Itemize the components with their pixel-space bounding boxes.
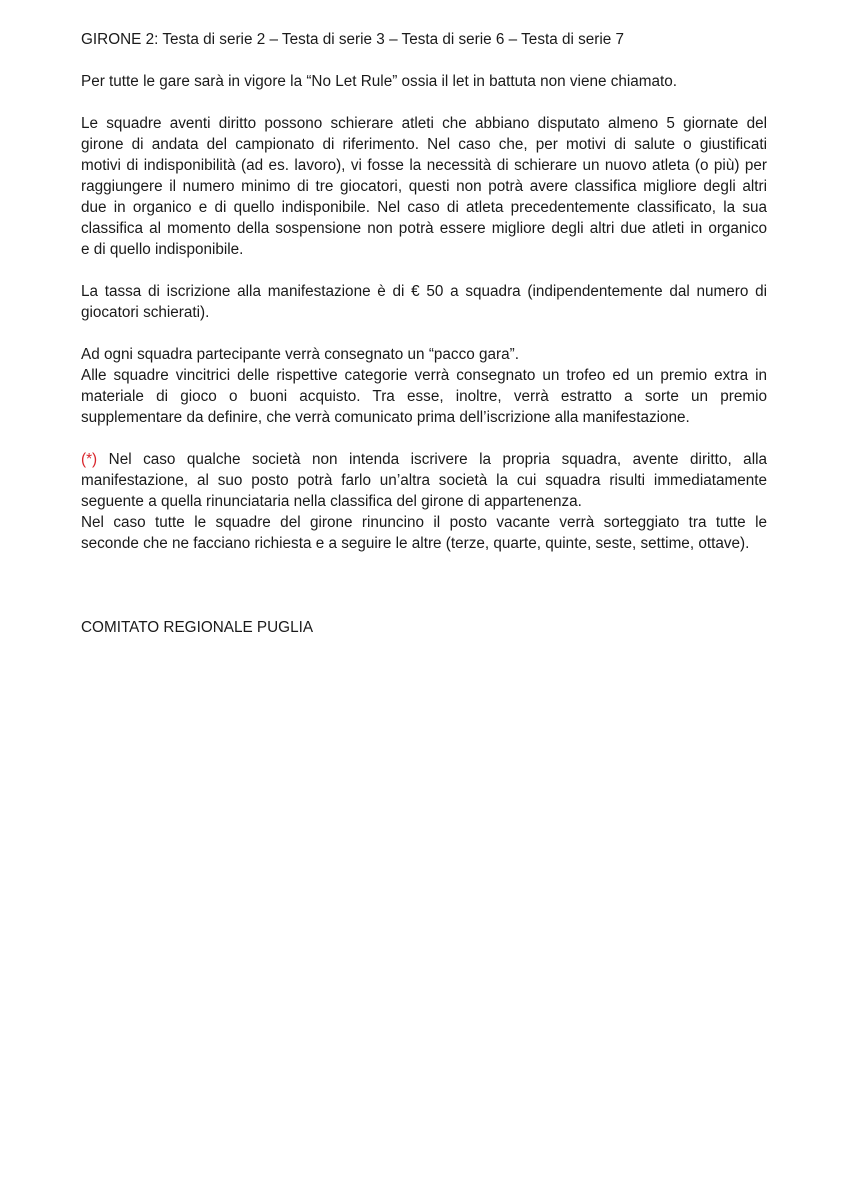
prizes-line: supplementare da definire, che verrà comunicato prima dell’iscrizione alla manifestazione.: [81, 409, 690, 426]
girone-heading: [81, 29, 767, 50]
prizes-line: Alle squadre vincitrici delle rispettive categorie verrà consegnato un trofeo ed un premio extra in: [81, 367, 767, 384]
fee-line: giocatori schierati).: [81, 304, 210, 321]
spacer: [81, 575, 767, 617]
eligibility-paragraph: [81, 113, 767, 260]
eligibility-line: raggiungere il numero minimo di tre giocatori, questi non potrà avere classifica migliore degli altri: [81, 178, 767, 195]
note-line: Nel caso tutte le squadre del girone rinuncino il posto vacante verrà sorteggiato tra tutte le: [81, 514, 767, 531]
note-line: manifestazione, al suo posto potrà farlo un’altra società la cui squadra risulti immediatamente: [81, 472, 767, 489]
prizes-line: Ad ogni squadra partecipante verrà consegnato un “pacco gara”.: [81, 346, 519, 363]
prizes-paragraph: [81, 344, 767, 428]
note-line: seguente a quella rinunciataria nella classifica del girone di appartenenza.: [81, 493, 582, 510]
fee-paragraph: [81, 281, 767, 323]
signature-text: COMITATO REGIONALE PUGLIA: [81, 619, 314, 636]
eligibility-line: girone di andata del campionato di riferimento. Nel caso che, per motivi di salute o giustificati: [81, 136, 767, 153]
note-paragraph: [81, 449, 767, 554]
note-marker: (*): [81, 451, 98, 468]
eligibility-line: motivi di indisponibilità (ad es. lavoro), vi fosse la necessità di schierare un nuovo atleta (o più) per: [81, 157, 767, 174]
note-line: seconde che ne facciano richiesta e a seguire le altre (terze, quarte, quinte, seste, settime, ottave).: [81, 535, 750, 552]
eligibility-line: due in organico e di quello indisponibile. Nel caso di atleta precedentemente classificato, la sua: [81, 199, 767, 216]
no-let-rule-text: Per tutte le gare sarà in vigore la “No Let Rule” ossia il let in battuta non viene chiamato.: [81, 73, 678, 90]
prizes-line: materiale di gioco o buoni acquisto. Tra esse, inoltre, verrà estratto a sorte un premio: [81, 388, 767, 405]
eligibility-line: classifica al momento della sospensione non potrà essere migliore degli altri due atleti in organico: [81, 220, 767, 237]
signature-block: [81, 617, 767, 638]
fee-line: La tassa di iscrizione alla manifestazione è di € 50 a squadra (indipendentemente dal numero di: [81, 283, 767, 300]
document-page: [81, 29, 767, 659]
eligibility-line: e di quello indisponibile.: [81, 241, 244, 258]
girone-heading-text: GIRONE 2: Testa di serie 2 – Testa di serie 3 – Testa di serie 6 – Testa di serie 7: [81, 31, 625, 48]
no-let-rule-paragraph: [81, 71, 767, 92]
note-first-line-text: Nel caso qualche società non intenda iscrivere la propria squadra, avente diritto, alla: [108, 451, 767, 468]
note-line: [81, 449, 767, 470]
eligibility-line: Le squadre aventi diritto possono schierare atleti che abbiano disputato almeno 5 giornate del: [81, 115, 767, 132]
